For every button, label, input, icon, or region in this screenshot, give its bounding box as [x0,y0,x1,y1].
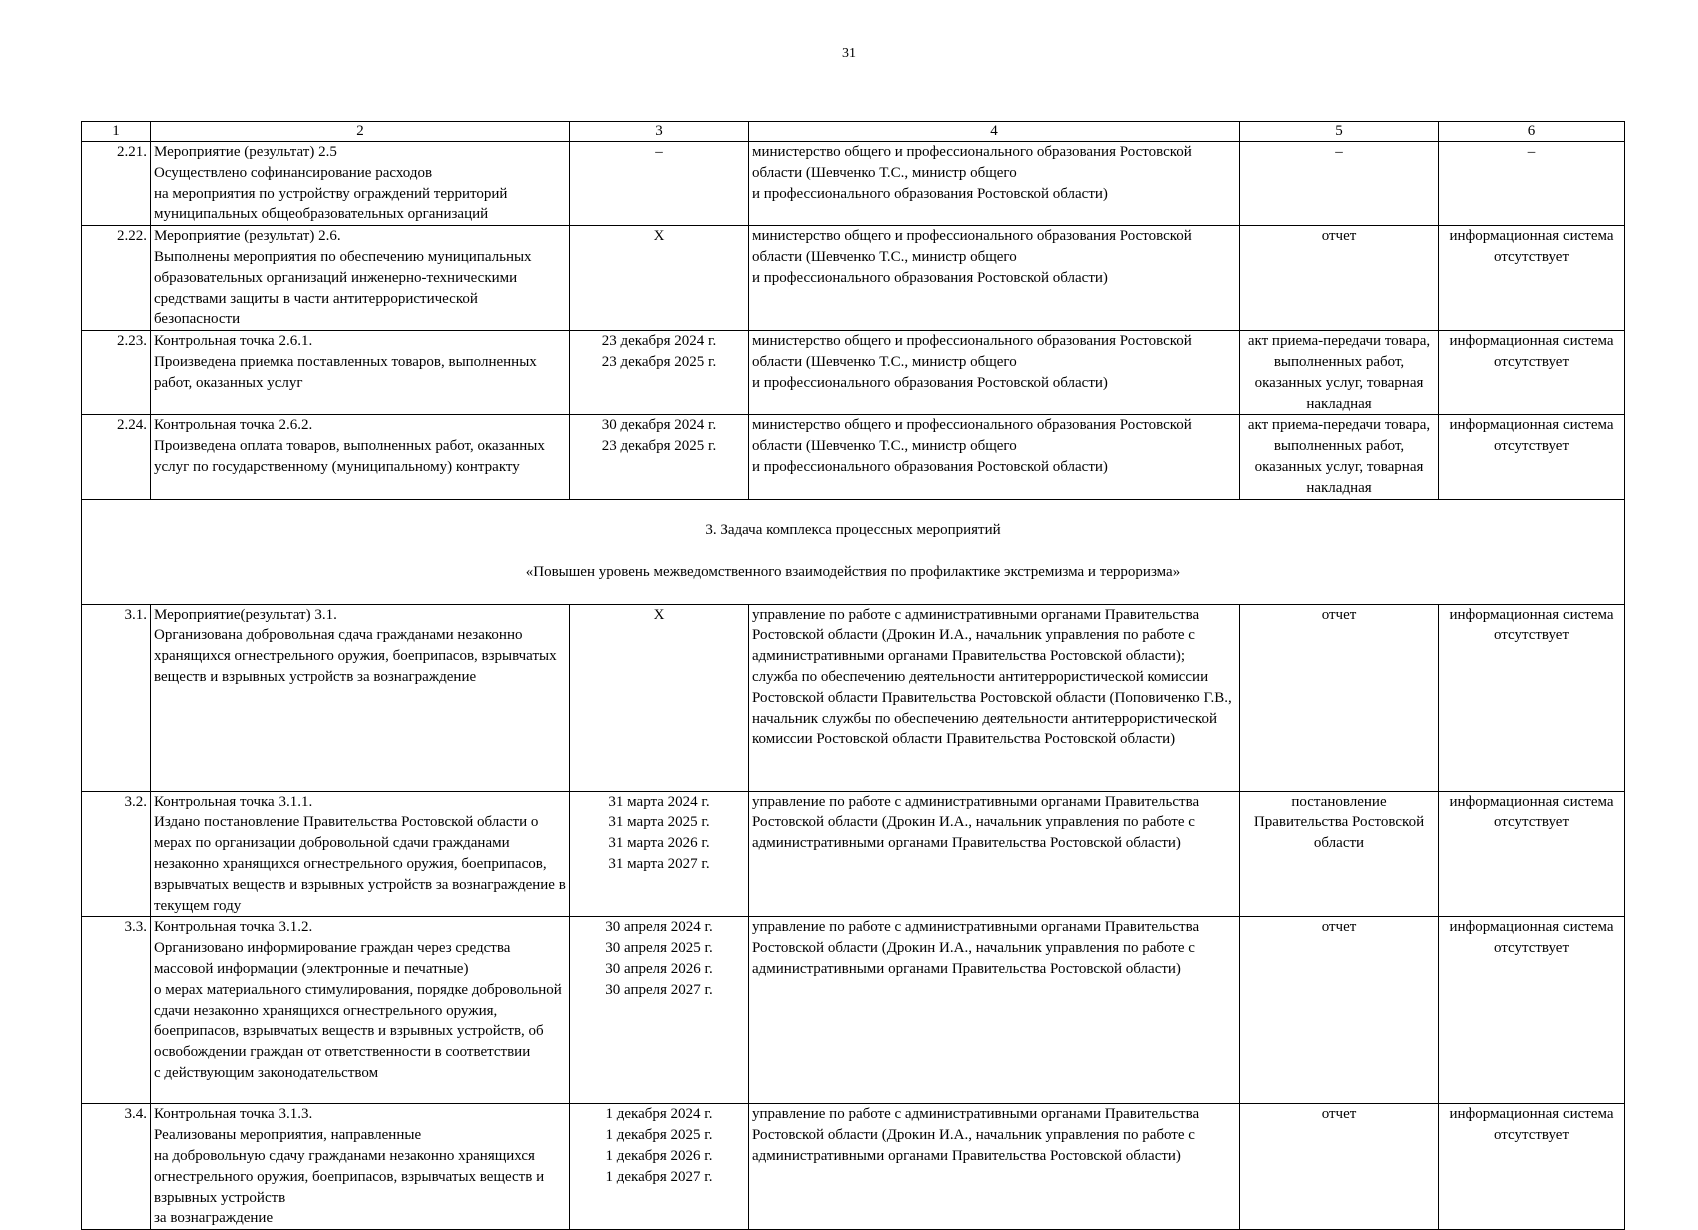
responsible: министерство общего и профессионального образования Ростовской области (Шевченко Т.С., министр общего и профессионального образования Ростовской области) [749,415,1240,499]
responsible: управление по работе с административными органами Правительства Ростовской области (Дрокин И.А., начальник управления по работе с административными органами Правительства Ростовской области) [749,1104,1240,1230]
row-number: 2.22. [82,226,151,331]
deadline: 1 декабря 2024 г. 1 декабря 2025 г. 1 декабря 2026 г. 1 декабря 2027 г. [570,1104,749,1230]
deadline: – [570,142,749,226]
table-row [82,604,1625,791]
row-number: 3.2. [82,791,151,917]
responsible: министерство общего и профессионального образования Ростовской области (Шевченко Т.С., министр общего и профессионального образования Ростовской области) [749,331,1240,415]
information-system: информационная система отсутствует [1439,1104,1625,1230]
table-row [82,917,1625,1104]
deadline: 30 апреля 2024 г. 30 апреля 2025 г. 30 апреля 2026 г. 30 апреля 2027 г. [570,917,749,1104]
section-title: 3. Задача комплекса процессных мероприятий [705,522,1001,539]
column-number-1: 1 [82,122,151,142]
responsible: управление по работе с административными органами Правительства Ростовской области (Дрокин И.А., начальник управления по работе с административными органами Правительства Ростовской области); служба по обеспечению деятельности антитеррористической комиссии Ростовской области Правительства Ростовской области (Поповиченко Г.В., начальник службы по обеспечению деятельности антитеррористической комиссии Ростовской области Правительства Ростовской области) [749,604,1240,791]
information-system: информационная система отсутствует [1439,604,1625,791]
responsible: министерство общего и профессионального образования Ростовской области (Шевченко Т.С., министр общего и профессионального образования Ростовской области) [749,226,1240,331]
column-number-row [82,122,1625,142]
table-row [82,415,1625,499]
table-row [82,226,1625,331]
measures-table [81,121,1625,1230]
section-subtitle: «Повышен уровень межведомственного взаимодействия по профилактике экстремизма и терроризма» [525,563,1181,580]
row-number: 3.4. [82,1104,151,1230]
section-row [82,499,1625,604]
column-number-4: 4 [749,122,1240,142]
measure-name: Контрольная точка 2.6.1. Произведена приемка поставленных товаров, выполненных работ, оказанных услуг [151,331,570,415]
document-type: отчет [1240,604,1439,791]
information-system: информационная система отсутствует [1439,331,1625,415]
measure-name: Контрольная точка 3.1.1. Издано постановление Правительства Ростовской области о мерах по организации добровольной сдачи гражданами незаконно хранящихся огнестрельного оружия, боеприпасов, взрывчатых веществ и взрывных устройств за вознаграждение в текущем году [151,791,570,917]
column-number-2: 2 [151,122,570,142]
document-type: отчет [1240,1104,1439,1230]
information-system: информационная система отсутствует [1439,226,1625,331]
document-type: отчет [1240,917,1439,1104]
page-number: 31 [842,46,856,61]
responsible: управление по работе с административными органами Правительства Ростовской области (Дрокин И.А., начальник управления по работе с административными органами Правительства Ростовской области) [749,791,1240,917]
deadline: 23 декабря 2024 г. 23 декабря 2025 г. [570,331,749,415]
document-type: – [1240,142,1439,226]
row-number: 3.1. [82,604,151,791]
measure-name: Мероприятие (результат) 2.6. Выполнены мероприятия по обеспечению муниципальных образовательных организаций инженерно-техническими средствами защиты в части антитеррористической безопасности [151,226,570,331]
row-number: 2.21. [82,142,151,226]
measure-name: Контрольная точка 3.1.2. Организовано информирование граждан через средства массовой информации (электронные и печатные) о мерах материального стимулирования, порядке добровольной сдачи незаконно хранящихся огнестрельного оружия, боеприпасов, взрывчатых веществ и взрывных устройств, об освобождении граждан от ответственности в соответствии с действующим законодательством [151,917,570,1104]
table-row [82,1104,1625,1230]
document-type: отчет [1240,226,1439,331]
table-row [82,331,1625,415]
information-system: информационная система отсутствует [1439,791,1625,917]
deadline: 31 марта 2024 г. 31 марта 2025 г. 31 марта 2026 г. 31 марта 2027 г. [570,791,749,917]
row-number: 3.3. [82,917,151,1104]
measure-name: Мероприятие(результат) 3.1. Организована добровольная сдача гражданами незаконно хранящихся огнестрельного оружия, боеприпасов, взрывчатых веществ и взрывных устройств за вознаграждение [151,604,570,791]
measure-name: Мероприятие (результат) 2.5 Осуществлено софинансирование расходов на мероприятия по устройству ограждений территорий муниципальных общеобразовательных организаций [151,142,570,226]
document-type: акт приема-передачи товара, выполненных работ, оказанных услуг, товарная накладная [1240,331,1439,415]
responsible: министерство общего и профессионального образования Ростовской области (Шевченко Т.С., министр общего и профессионального образования Ростовской области) [749,142,1240,226]
column-number-3: 3 [570,122,749,142]
document-type: акт приема-передачи товара, выполненных работ, оказанных услуг, товарная накладная [1240,415,1439,499]
table-row [82,791,1625,917]
column-number-6: 6 [1439,122,1625,142]
table-row [82,142,1625,226]
measure-name: Контрольная точка 2.6.2. Произведена оплата товаров, выполненных работ, оказанных услуг по государственному (муниципальному) контракту [151,415,570,499]
row-number: 2.23. [82,331,151,415]
deadline: 30 декабря 2024 г. 23 декабря 2025 г. [570,415,749,499]
information-system: – [1439,142,1625,226]
information-system: информационная система отсутствует [1439,917,1625,1104]
information-system: информационная система отсутствует [1439,415,1625,499]
document-type: постановление Правительства Ростовской области [1240,791,1439,917]
deadline: X [570,226,749,331]
row-number: 2.24. [82,415,151,499]
section-heading [82,499,1625,604]
measure-name: Контрольная точка 3.1.3. Реализованы мероприятия, направленные на добровольную сдачу гражданами незаконно хранящихся огнестрельного оружия, боеприпасов, взрывчатых веществ и взрывных устройств за вознаграждение [151,1104,570,1230]
deadline: X [570,604,749,791]
column-number-5: 5 [1240,122,1439,142]
responsible: управление по работе с административными органами Правительства Ростовской области (Дрокин И.А., начальник управления по работе с административными органами Правительства Ростовской области) [749,917,1240,1104]
